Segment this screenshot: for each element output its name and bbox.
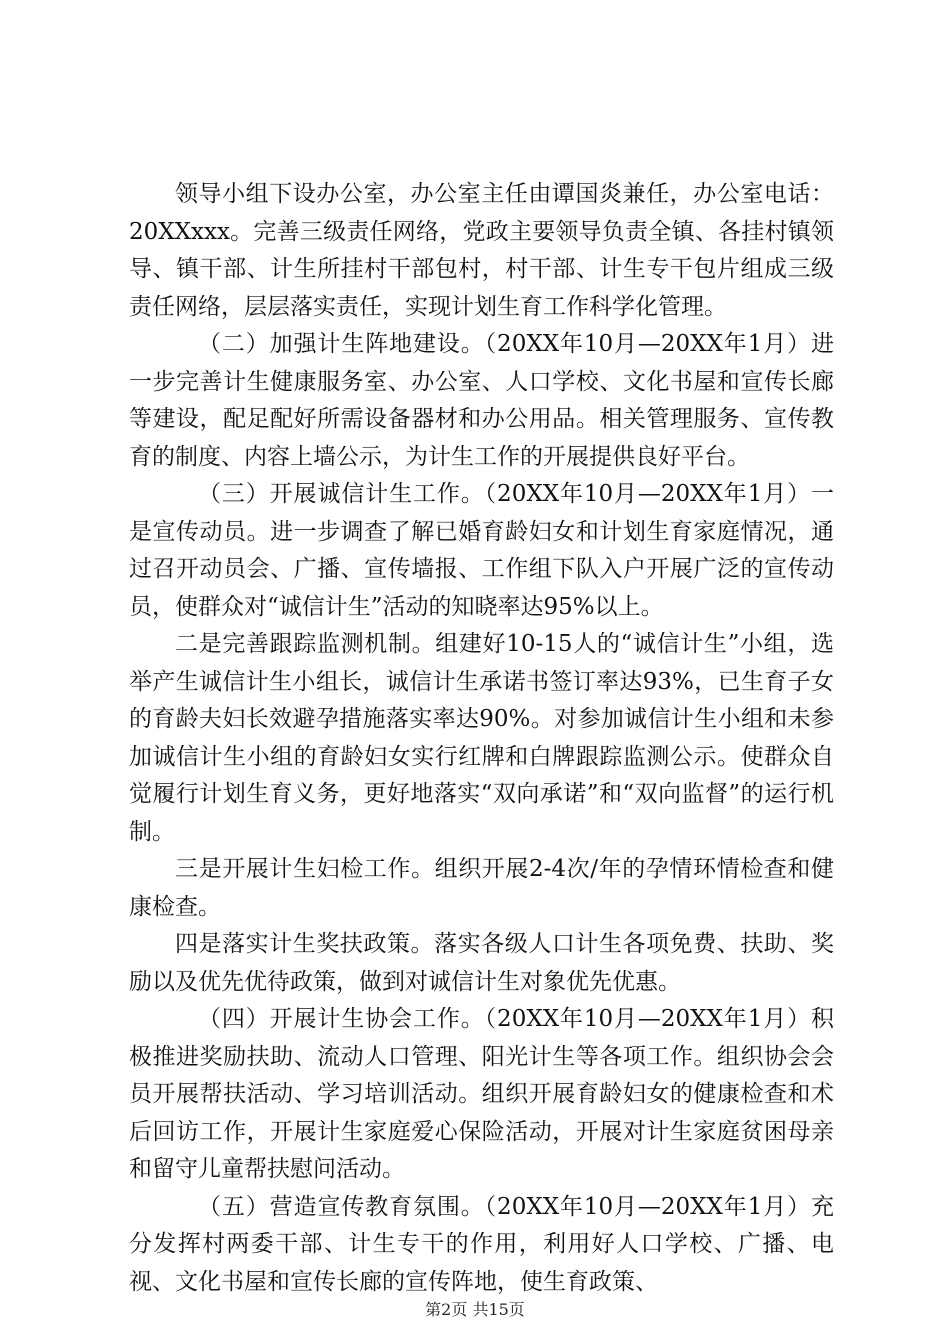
page-number-footer: 第2页 共15页 <box>425 1300 525 1319</box>
paragraph-section-three: （三）开展诚信计生工作。（20XX年10月—20XX年1月）一是宣传动员。进一步调查了解已婚育龄妇女和计划生育家庭情况，通过召开动员会、广播、宣传墙报、工作组下队入户开展广泛的宣传动员，使群众对“诚信计生”活动的知晓率达95%以上。 <box>129 481 834 620</box>
paragraph-item-two: 二是完善跟踪监测机制。组建好10-15人的“诚信计生”小组，选举产生诚信计生小组长，诚信计生承诺书签订率达93%，已生育子女的育龄夫妇长效避孕措施落实率达90%。对参加诚信计生小组和未参加诚信计生小组的育龄妇女实行红牌和白牌跟踪监测公示。使群众自觉履行计划生育义务，更好地落实“双向承诺”和“双向监督”的运行机制。 <box>129 631 834 845</box>
document-body <box>129 176 834 1301</box>
paragraph-item-four: 四是落实计生奖扶政策。落实各级人口计生各项免费、扶助、奖励以及优先优待政策，做到对诚信计生对象优先优惠。 <box>129 931 834 995</box>
paragraph-office-setup: 领导小组下设办公室，办公室主任由谭国炎兼任，办公室电话：20XXxxx。完善三级责任网络，党政主要领导负责全镇、各挂村镇领导、镇干部、计生所挂村干部包村，村干部、计生专干包片组成三级责任网络，层层落实责任，实现计划生育工作科学化管理。 <box>129 181 834 320</box>
paragraph-section-four: （四）开展计生协会工作。（20XX年10月—20XX年1月）积极推进奖励扶助、流动人口管理、阳光计生等各项工作。组织协会会员开展帮扶活动、学习培训活动。组织开展育龄妇女的健康检查和术后回访工作，开展计生家庭爱心保险活动，开展对计生家庭贫困母亲和留守儿童帮扶慰问活动。 <box>129 1006 834 1182</box>
paragraph-item-three: 三是开展计生妇检工作。组织开展2-4次/年的孕情环情检查和健康检查。 <box>129 856 834 920</box>
paragraph-section-five: （五）营造宣传教育氛围。（20XX年10月—20XX年1月）充分发挥村两委干部、计生专干的作用，利用好人口学校、广播、电视、文化书屋和宣传长廊的宣传阵地，使生育政策、 <box>129 1193 834 1295</box>
paragraph-section-two: （二）加强计生阵地建设。（20XX年10月—20XX年1月）进一步完善计生健康服务室、办公室、人口学校、文化书屋和宣传长廊等建设，配足配好所需设备器材和办公用品。相关管理服务、宣传教育的制度、内容上墙公示，为计生工作的开展提供良好平台。 <box>129 331 834 470</box>
